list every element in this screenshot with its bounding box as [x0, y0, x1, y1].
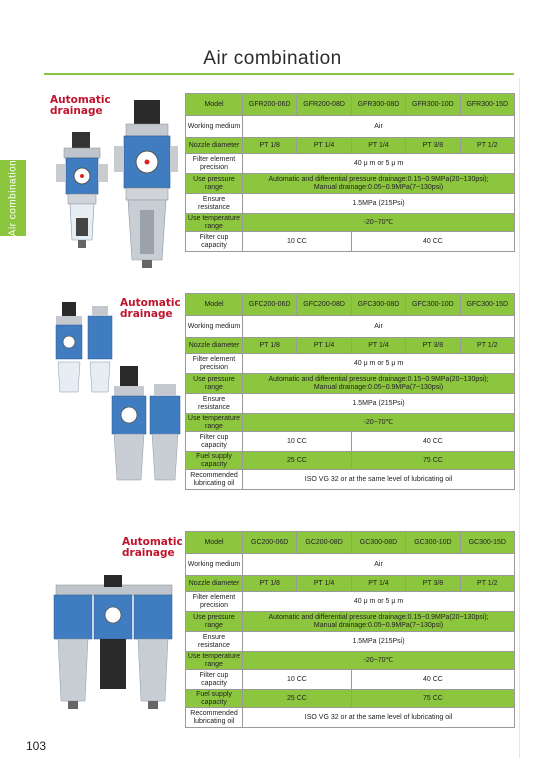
- nozzle-cell: PT 1/4: [351, 576, 405, 592]
- label-nozzle: Nozzle diameter: [186, 576, 243, 592]
- label-lubricating: Recommended lubricating oil: [186, 470, 243, 490]
- nozzle-cell: PT 3/8: [406, 576, 460, 592]
- value-fuel-small: 25 CC: [243, 452, 352, 470]
- value-working-medium: Air: [243, 316, 515, 338]
- value-filter: 40 μ m or 5 μ m: [243, 354, 515, 374]
- spec-table-gc: [185, 531, 515, 728]
- nozzle-cell: PT 1/4: [297, 338, 351, 354]
- value-pressure: [243, 612, 515, 632]
- label-ensure: Ensure resistance: [186, 194, 243, 214]
- label-working-medium: Working medium: [186, 316, 243, 338]
- nozzle-cell: PT 1/4: [351, 138, 405, 154]
- nozzle-cell: PT 1/4: [297, 576, 351, 592]
- nozzle-cell: PT 1/2: [460, 576, 514, 592]
- label-nozzle: Nozzle diameter: [186, 138, 243, 154]
- value-fuel-large: 75 CC: [351, 452, 514, 470]
- label-filter-cup: Filter cup capacity: [186, 432, 243, 452]
- nozzle-cell: PT 1/8: [243, 576, 297, 592]
- badge-line: drainage: [50, 105, 103, 117]
- value-ensure: 1.5MPa (215Psi): [243, 632, 515, 652]
- label-ensure: Ensure resistance: [186, 632, 243, 652]
- badge-line: drainage: [120, 308, 173, 320]
- value-lubricating: ISO VG 32 or at the same level of lubricating oil: [243, 708, 515, 728]
- margin-rule: [519, 78, 520, 758]
- nozzle-cell: PT 3/8: [406, 338, 460, 354]
- value-lubricating: ISO VG 32 or at the same level of lubricating oil: [243, 470, 515, 490]
- badge-line: Automatic: [50, 94, 111, 106]
- model-cell: GFR300-08D: [351, 94, 405, 116]
- label-pressure: Use pressure range: [186, 612, 243, 632]
- model-cell: GC300-15D: [460, 532, 514, 554]
- model-cell: GFC200-08D: [297, 294, 351, 316]
- model-cell: GC300-10D: [406, 532, 460, 554]
- pressure-line: Manual drainage:0.05~0.9MPa(7~130psi): [313, 621, 444, 629]
- label-lubricating: Recommended lubricating oil: [186, 708, 243, 728]
- value-ensure: 1.5MPa (215Psi): [243, 394, 515, 414]
- title-rule: [44, 73, 514, 75]
- model-cell: GFR300-10D: [406, 94, 460, 116]
- nozzle-cell: PT 1/4: [351, 338, 405, 354]
- label-temperature: Use temperature range: [186, 652, 243, 670]
- label-temperature: Use temperature range: [186, 214, 243, 232]
- badge-line: Automatic: [122, 536, 183, 548]
- model-cell: GFC300-15D: [460, 294, 514, 316]
- model-cell: GFC300-10D: [406, 294, 460, 316]
- value-filter-cup-large: 40 CC: [351, 670, 514, 690]
- badge-line: drainage: [122, 547, 175, 559]
- section-badge: [122, 537, 183, 559]
- nozzle-cell: PT 1/4: [297, 138, 351, 154]
- label-model: Model: [186, 532, 243, 554]
- pressure-line: Manual drainage:0.05~0.9MPa(7~130psi): [313, 383, 444, 391]
- value-filter-cup-small: 10 CC: [243, 432, 352, 452]
- model-cell: GC200-06D: [243, 532, 297, 554]
- label-model: Model: [186, 294, 243, 316]
- value-pressure: [243, 174, 515, 194]
- pressure-line: Automatic and differential pressure drainage:0.15~0.9MPa(20~130psi);: [268, 375, 489, 383]
- value-temperature: -20~70℃: [243, 652, 515, 670]
- nozzle-cell: PT 1/8: [243, 138, 297, 154]
- label-pressure: Use pressure range: [186, 374, 243, 394]
- page-title: Air combination: [203, 48, 342, 69]
- value-working-medium: Air: [243, 554, 515, 576]
- pressure-line: Automatic and differential pressure drainage:0.15~0.9MPa(20~130psi);: [268, 613, 489, 621]
- value-filter-cup-large: 40 CC: [351, 232, 514, 252]
- value-temperature: -20~70℃: [243, 214, 515, 232]
- product-photo-triple-unit: [48, 575, 183, 725]
- value-filter: 40 μ m or 5 μ m: [243, 154, 515, 174]
- value-filter-cup-small: 10 CC: [243, 670, 352, 690]
- label-fuel-supply: Fuel supply capacity: [186, 452, 243, 470]
- page-number: 103: [26, 739, 47, 753]
- spec-table-gfc: [185, 293, 515, 490]
- label-filter: Filter element precision: [186, 154, 243, 174]
- label-ensure: Ensure resistance: [186, 394, 243, 414]
- value-ensure: 1.5MPa (215Psi): [243, 194, 515, 214]
- label-pressure: Use pressure range: [186, 174, 243, 194]
- label-filter: Filter element precision: [186, 354, 243, 374]
- model-cell: GFR200-06D: [243, 94, 297, 116]
- model-cell: GFC300-08D: [351, 294, 405, 316]
- badge-line: Automatic: [120, 297, 181, 309]
- nozzle-cell: PT 1/8: [243, 338, 297, 354]
- side-tab: [0, 160, 26, 236]
- model-cell: GC300-08D: [351, 532, 405, 554]
- value-filter: 40 μ m or 5 μ m: [243, 592, 515, 612]
- value-temperature: -20~70℃: [243, 414, 515, 432]
- label-temperature: Use temperature range: [186, 414, 243, 432]
- value-pressure: [243, 374, 515, 394]
- side-tab-label: Air combination: [7, 159, 19, 237]
- label-working-medium: Working medium: [186, 116, 243, 138]
- value-filter-cup-large: 40 CC: [351, 432, 514, 452]
- model-cell: GC200-08D: [297, 532, 351, 554]
- label-filter-cup: Filter cup capacity: [186, 232, 243, 252]
- pressure-line: Manual drainage:0.05~0.9MPa(7~130psi): [313, 183, 444, 191]
- product-photo-filter-regulator-lubricator: [48, 292, 183, 487]
- nozzle-cell: PT 1/2: [460, 138, 514, 154]
- label-working-medium: Working medium: [186, 554, 243, 576]
- label-fuel-supply: Fuel supply capacity: [186, 690, 243, 708]
- nozzle-cell: PT 3/8: [406, 138, 460, 154]
- label-model: Model: [186, 94, 243, 116]
- product-photo-filter-regulator: [50, 100, 180, 270]
- spec-table-gfr: [185, 93, 515, 252]
- value-filter-cup-small: 10 CC: [243, 232, 352, 252]
- label-nozzle: Nozzle diameter: [186, 338, 243, 354]
- model-cell: GFR300-15D: [460, 94, 514, 116]
- value-fuel-large: 75 CC: [351, 690, 514, 708]
- model-cell: GFC200-06D: [243, 294, 297, 316]
- label-filter: Filter element precision: [186, 592, 243, 612]
- label-filter-cup: Filter cup capacity: [186, 670, 243, 690]
- pressure-line: Automatic and differential pressure drainage:0.15~0.9MPa(20~130psi);: [268, 175, 489, 183]
- model-cell: GFR200-08D: [297, 94, 351, 116]
- nozzle-cell: PT 1/2: [460, 338, 514, 354]
- value-fuel-small: 25 CC: [243, 690, 352, 708]
- value-working-medium: Air: [243, 116, 515, 138]
